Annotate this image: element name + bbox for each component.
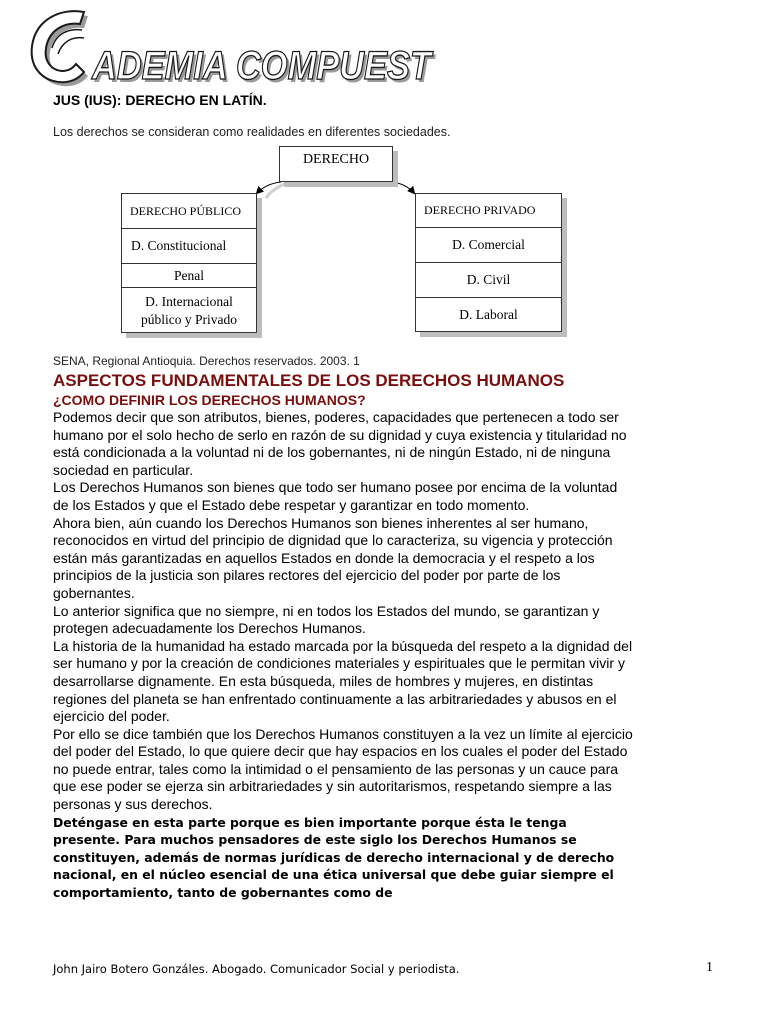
source-caption: SENA, Regional Antioquia. Derechos reservados. 2003. 1 — [53, 354, 360, 368]
public-law-item: D. Internacional público y Privado — [141, 293, 237, 327]
body-text — [53, 409, 633, 902]
public-law-item: D. Constitucional — [122, 229, 256, 264]
academia-logo — [22, 4, 442, 94]
footer-author: John Jairo Botero Gonzáles. Abogado. Comunicador Social y periodista. — [53, 962, 460, 976]
intro-text: Los derechos se consideran como realidades en diferentes sociedades. — [53, 125, 451, 139]
page-heading: JUS (IUS): DERECHO EN LATÍN. — [53, 92, 267, 108]
section-title: ASPECTOS FUNDAMENTALES DE LOS DERECHOS HUMANOS — [53, 371, 565, 390]
public-law-item: Penal — [122, 264, 256, 288]
private-law-item: D. Comercial — [416, 228, 561, 263]
paragraph: Lo anterior significa que no siempre, ni en todos los Estados del mundo, se garantizan y protegen adecuadamente los Derechos Humanos. — [53, 602, 600, 637]
paragraph: Podemos decir que son atributos, bienes, poderes, capacidades que pertenecen a todo ser humano por el solo hecho de serlo en razón de su dignidad y cuya existencia y titularidad no está condicionada a la voluntad ni de los gobernantes, ni de ningún Estado, ni de ninguna sociedad en particular. — [53, 409, 627, 478]
private-law-item: D. Civil — [416, 263, 561, 298]
bold-paragraph: Deténgase en esta parte porque es bien importante porque ésta le tenga presente. Para muchos pensadores de este siglo los Derechos Humanos se constituyen, además de normas jurídicas de derecho internacional y de derecho nacional, en el núcleo esencial de una ética universal que debe guiar siempre el comportamiento, tanto de gobernantes como de — [53, 814, 615, 901]
arrow-to-public — [257, 182, 281, 193]
private-law-title: DERECHO PRIVADO — [416, 194, 561, 228]
paragraph: Ahora bien, aún cuando los Derechos Humanos son bienes inherentes al ser humano, reconocidos en virtud del principio de dignidad que lo caracteriza, su vigencia y protección están más garantizadas en aquellos Estados en donde la democracia y el respeto a los principios de la justicia son pilares rectores del ejercicio del poder por parte de los gobernantes. — [53, 514, 613, 601]
public-law-title: DERECHO PÚBLICO — [122, 194, 256, 229]
diagram-root-box: DERECHO — [279, 146, 393, 182]
logo-text: ADEMIA COMPUEST — [92, 44, 431, 88]
paragraph: Por ello se dice también que los Derechos Humanos constituyen a la vez un límite al ejercicio del poder del Estado, lo que quiere decir que hay espacios en los cuales el poder del Estado no puede entrar, tales como la intimidad o el pensamiento de las personas y un cauce para que ese poder se ejerza sin arbitrariedades y sin autoritarismos, respetando siempre a las personas y sus derechos. — [53, 725, 633, 813]
section-subtitle: ¿COMO DEFINIR LOS DERECHOS HUMANOS? — [53, 392, 366, 408]
private-law-box — [415, 193, 562, 332]
paragraph: La historia de la humanidad ha estado marcada por la búsqueda del respeto a la dignidad del ser humano y por la creación de condiciones materiales y espirituales que le permitan vivir y desarrollarse dignamente. En esta búsqueda, miles de hombres y mujeres, en distintas regiones del planeta se han enfrentado continuamente a las arbitrariedades y abusos en el ejercicio del poder. — [53, 637, 633, 725]
paragraph: Los Derechos Humanos son bienes que todo ser humano posee por encima de la voluntad de los Estados y que el Estado debe respetar y garantizar en todo momento. — [53, 479, 618, 513]
private-law-item: D. Laboral — [459, 307, 518, 322]
arrow-to-private — [392, 182, 414, 193]
public-law-box — [121, 193, 257, 333]
page-number: 1 — [706, 960, 713, 975]
